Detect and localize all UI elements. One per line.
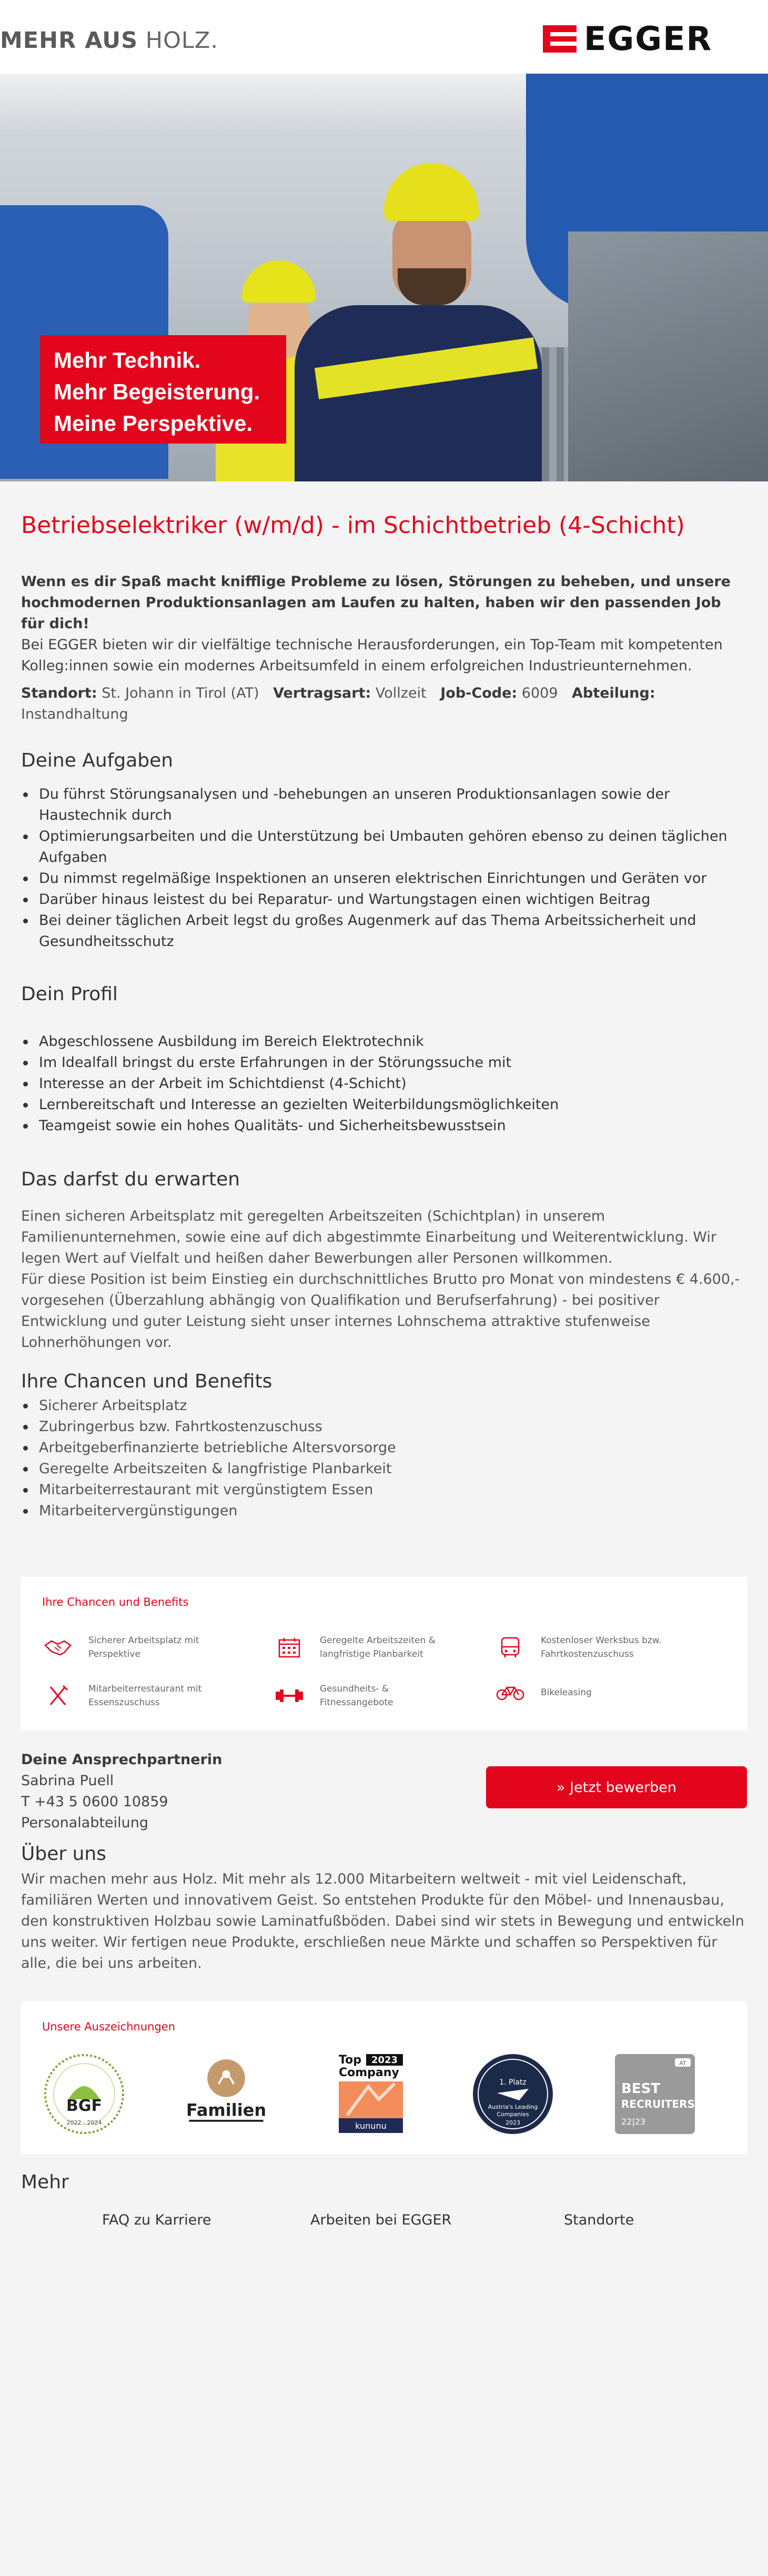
link-standorte[interactable]: Standorte bbox=[564, 2212, 634, 2228]
benefit-item bbox=[274, 1634, 451, 1661]
list-item: Mitarbeiterrestaurant mit vergünstigtem Essen bbox=[21, 1480, 747, 1501]
egger-logo-word: EGGER bbox=[584, 19, 713, 58]
expect-paragraph: Einen sicheren Arbeitsplatz mit geregelten Arbeitszeiten (Schichtplan) in unserem Familienunternehmen, sowie eine auf dich abgestimmte Einarbeitung und Weiterentwicklung. Wir legen Wert auf Vielfalt und heißen daher Bewerbungen aller Personen willkommen. bbox=[21, 1208, 716, 1266]
award-familien-logo bbox=[184, 2052, 268, 2136]
awards-title: Unsere Auszeichnungen bbox=[42, 2020, 176, 2033]
svg-text:Austria's Leading: Austria's Leading bbox=[488, 2104, 538, 2110]
tagline-line: Mehr Begeisterung. bbox=[54, 379, 260, 404]
award-top-company-logo bbox=[329, 2052, 413, 2136]
list-item: Lernbereitschaft und Interesse an gezielten Weiterbildungsmöglichkeiten bbox=[21, 1094, 747, 1115]
expect-heading: Das darfst du erwarten bbox=[21, 1169, 240, 1190]
contact-details bbox=[21, 1749, 222, 1834]
list-item: Im Idealfall bringst du erste Erfahrungen in der Störungssuche mit bbox=[21, 1052, 747, 1073]
benefit-item bbox=[42, 1634, 220, 1661]
svg-text:Companies: Companies bbox=[497, 2111, 529, 2118]
benefit-label: Gesundheits- & Fitnessangebote bbox=[320, 1684, 393, 1708]
chances-list bbox=[21, 1395, 747, 1522]
award-best-recruiters-logo bbox=[613, 2052, 697, 2136]
awards-card bbox=[21, 2001, 747, 2154]
benefit-item bbox=[494, 1634, 672, 1661]
benefits-card bbox=[21, 1577, 747, 1730]
profile-list bbox=[21, 1031, 747, 1136]
bicycle-icon bbox=[494, 1682, 526, 1703]
svg-text:BGF: BGF bbox=[66, 2097, 102, 2115]
list-item: Sicherer Arbeitsplatz bbox=[21, 1395, 747, 1416]
link-arbeiten-bei-egger[interactable]: Arbeiten bei EGGER bbox=[310, 2212, 452, 2228]
svg-text:1. Platz: 1. Platz bbox=[499, 2078, 527, 2087]
contact-name: Sabrina Puell bbox=[21, 1773, 114, 1789]
brand-claim bbox=[0, 27, 218, 54]
about-text: Wir machen mehr aus Holz. Mit mehr als 12.000 Mitarbeitern weltweit - mit viel Leidenschaft, familiären Werten und innovativem Geist. So entstehen Produkte für den Möbel- und Innenausbau, den konstruktiven Holzbau sowie Laminatfußböden. Dabei sind wir stets in Bewegung und entwickeln uns weiter. Wir fertigen neue Produkte, erschließen neue Märkte und schaffen so Perspektiven für alle, die bei uns arbeiten. bbox=[21, 1871, 744, 1971]
svg-text:RECRUITERS: RECRUITERS bbox=[621, 2098, 695, 2110]
cutlery-icon bbox=[42, 1685, 74, 1706]
list-item: Bei deiner täglichen Arbeit legst du großes Augenmerk auf das Thema Arbeitssicherheit und Gesundheitsschutz bbox=[21, 910, 747, 952]
more-links bbox=[21, 2212, 747, 2243]
more-heading: Mehr bbox=[21, 2171, 69, 2193]
list-item: Du nimmst regelmäßige Inspektionen an unseren elektrischen Einrichtungen und Geräten vor bbox=[21, 868, 747, 889]
list-item: Abgeschlossene Ausbildung im Bereich Elektrotechnik bbox=[21, 1031, 747, 1052]
profile-heading: Dein Profil bbox=[21, 983, 118, 1005]
expect-paragraph: Für diese Position ist beim Einstieg ein durchschnittliches Brutto pro Monat von mindestens € 4.600,- vorgesehen (Überzahlung abhängig von Qualifikation und Berufserfahrung) - bei positiver Entwicklung und guter Leistung sieht unser internes Lohnschema attraktive stufenweise Lohnerhöhungen vor. bbox=[21, 1271, 740, 1351]
tagline-line: Mehr Technik. bbox=[54, 348, 201, 373]
handshake-icon bbox=[42, 1637, 74, 1658]
meta-contract: Vertragsart: Vollzeit bbox=[273, 685, 427, 701]
svg-text:Familien: Familien bbox=[186, 2100, 267, 2120]
svg-text:Company: Company bbox=[339, 2066, 399, 2079]
tagline-line: Meine Perspektive. bbox=[54, 411, 253, 436]
benefit-label: Geregelte Arbeitszeiten & langfristige Planbarkeit bbox=[320, 1635, 436, 1659]
benefit-item bbox=[494, 1682, 672, 1703]
svg-text:2023: 2023 bbox=[371, 2055, 398, 2066]
list-item: Interesse an der Arbeit im Schichtdienst (4-Schicht) bbox=[21, 1073, 747, 1094]
list-item: Darüber hinaus leistest du bei Reparatur- und Wartungstagen einen wichtigen Beitrag bbox=[21, 889, 747, 910]
intro-bold: Wenn es dir Spaß macht knifflige Probleme zu lösen, Störungen zu beheben, und unsere hochmodernen Produktionsanlagen am Laufen zu halten, haben wir den passenden Job für dich! bbox=[21, 573, 731, 632]
site-header bbox=[0, 0, 768, 74]
list-item: Teamgeist sowie ein hohes Qualitäts- und Sicherheitsbewusstsein bbox=[21, 1115, 747, 1136]
job-meta bbox=[21, 683, 747, 725]
hero-tagline bbox=[40, 335, 286, 444]
main-content bbox=[0, 510, 768, 2243]
benefit-label: Sicherer Arbeitsplatz mit Perspektive bbox=[88, 1635, 199, 1659]
benefit-item bbox=[274, 1682, 451, 1709]
dumbbell-icon bbox=[274, 1685, 305, 1706]
list-item: Geregelte Arbeitszeiten & langfristige Planbarkeit bbox=[21, 1458, 747, 1480]
svg-text:22|23: 22|23 bbox=[621, 2117, 646, 2127]
svg-text:Top: Top bbox=[339, 2054, 361, 2067]
tasks-heading: Deine Aufgaben bbox=[21, 750, 174, 771]
chances-heading: Ihre Chancen und Benefits bbox=[21, 1371, 272, 1392]
list-item: Mitarbeitervergünstigungen bbox=[21, 1501, 747, 1522]
claim-light: HOLZ. bbox=[145, 27, 219, 54]
svg-text:kununu: kununu bbox=[355, 2121, 387, 2131]
contact-heading: Deine Ansprechpartnerin bbox=[21, 1752, 223, 1768]
svg-text:2022 - 2024: 2022 - 2024 bbox=[66, 2119, 102, 2126]
benefit-item bbox=[42, 1682, 220, 1709]
award-bgf-logo bbox=[42, 2052, 126, 2136]
tasks-list bbox=[21, 784, 747, 952]
job-title: Betriebselektriker (w/m/d) - im Schichtbetrieb (4-Schicht) bbox=[21, 512, 685, 539]
job-intro bbox=[21, 571, 747, 677]
intro-text: Bei EGGER bieten wir dir vielfältige technische Herausforderungen, ein Top-Team mit kompetenten Kolleg:innen sowie ein modernes Arbeitsumfeld in einem erfolgreichen Industrieunternehmen. bbox=[21, 637, 723, 674]
meta-department: Abteilung: Instandhaltung bbox=[21, 685, 655, 722]
hero-image bbox=[0, 74, 768, 481]
meta-jobcode: Job-Code: 6009 bbox=[440, 685, 558, 701]
benefit-label: Kostenloser Werksbus bzw. Fahrtkostenzuschuss bbox=[541, 1635, 662, 1659]
worker-man bbox=[295, 132, 542, 481]
list-item: Du führst Störungsanalysen und -behebungen an unseren Produktionsanlagen sowie der Haustechnik durch bbox=[21, 784, 747, 826]
apply-button[interactable]: » Jetzt bewerben bbox=[486, 1766, 747, 1808]
contact-section bbox=[21, 1749, 747, 1842]
link-faq-karriere[interactable]: FAQ zu Karriere bbox=[102, 2212, 211, 2228]
contact-phone[interactable]: T +43 5 0600 10859 bbox=[21, 1794, 168, 1810]
bus-icon bbox=[494, 1637, 526, 1658]
claim-bold: MEHR AUS bbox=[0, 27, 138, 54]
benefit-label: Mitarbeiterrestaurant mit Essenszuschuss bbox=[88, 1684, 202, 1708]
award-leading-companies-logo bbox=[471, 2052, 555, 2136]
about-heading: Über uns bbox=[21, 1843, 106, 1865]
meta-location: Standort: St. Johann in Tirol (AT) bbox=[21, 685, 259, 701]
list-item: Arbeitgeberfinanzierte betriebliche Altersvorsorge bbox=[21, 1437, 747, 1458]
svg-text:AT: AT bbox=[679, 2060, 686, 2067]
contact-department: Personalabteilung bbox=[21, 1815, 149, 1831]
list-item: Zubringerbus bzw. Fahrtkostenzuschuss bbox=[21, 1416, 747, 1437]
egger-logo-mark bbox=[543, 25, 577, 53]
benefits-card-title: Ihre Chancen und Benefits bbox=[42, 1596, 189, 1608]
list-item: Optimierungsarbeiten und die Unterstützung bei Umbauten gehören ebenso zu deinen täglichen Aufgaben bbox=[21, 826, 747, 868]
svg-text:2023: 2023 bbox=[506, 2119, 520, 2126]
machine-panel bbox=[568, 232, 768, 481]
calendar-icon bbox=[274, 1637, 305, 1658]
benefit-label: Bikeleasing bbox=[541, 1687, 592, 1698]
svg-text:BEST: BEST bbox=[621, 2081, 661, 2097]
egger-logo[interactable] bbox=[543, 19, 713, 58]
